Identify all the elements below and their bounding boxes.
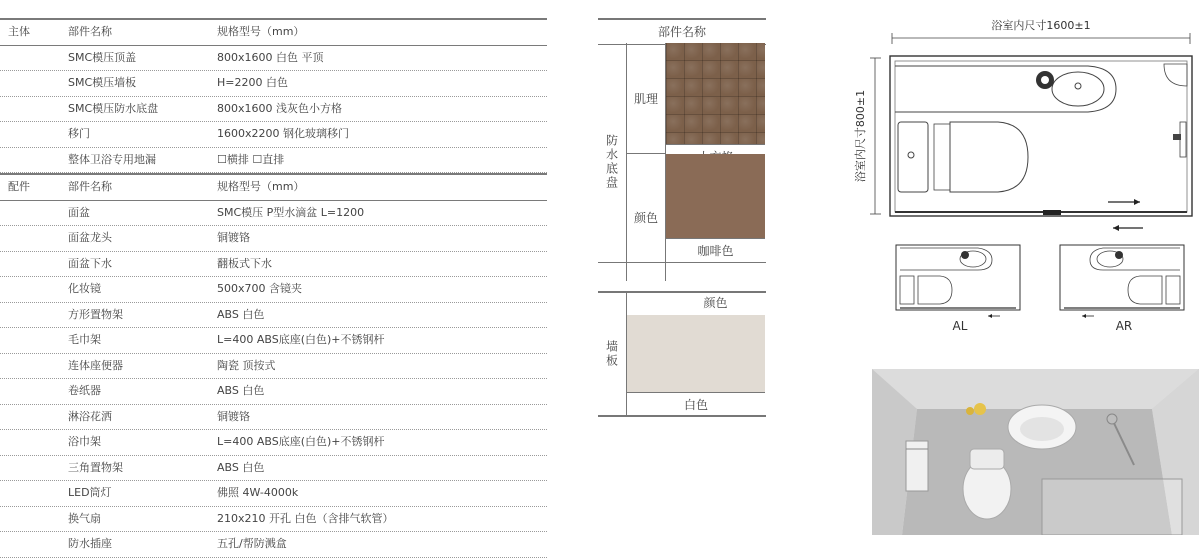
wall-color-label: 颜色 [703, 296, 728, 310]
part-name: 淋浴花洒 [68, 409, 112, 423]
part-spec: ABS 白色 [217, 384, 265, 397]
part-name: 防水插座 [68, 537, 112, 550]
materials-table [598, 18, 766, 416]
part-spec: 翻板式下水 [217, 256, 272, 270]
part-name: 移门 [68, 127, 90, 140]
table-row [0, 122, 547, 148]
plan-variant-al [896, 245, 1020, 333]
table-row [0, 303, 547, 329]
table-row [0, 430, 547, 456]
part-spec: SMC模压 P型水滴盆 L=1200 [217, 205, 365, 219]
main-plan [890, 56, 1192, 231]
part-name: 面盆龙头 [68, 231, 112, 244]
floor-plan [848, 14, 1200, 334]
part-spec: 五孔/帮防溅盒 [217, 537, 287, 550]
part-name: 浴巾架 [68, 435, 101, 448]
tray-label: 防水底盘 [598, 43, 627, 281]
depth-dimension: 浴室内尺寸800±1 [854, 89, 867, 183]
table-row [0, 71, 547, 97]
part-spec: 1600x2200 钢化玻璃移门 [217, 127, 349, 140]
part-spec: ☐横排 ☐直排 [217, 152, 285, 166]
variant-al-label: AL [952, 319, 968, 333]
tray-color-label: 颜色 [627, 154, 666, 281]
part-name: 三角置物架 [68, 460, 123, 474]
part-name: 方形置物架 [68, 307, 123, 321]
part-name: 毛巾架 [68, 333, 101, 346]
spec-table [0, 18, 547, 558]
part-spec: L=400 ABS底座(白色)+不锈钢杆 [217, 333, 385, 346]
part-spec: ABS 白色 [217, 307, 265, 321]
part-spec: L=400 ABS底座(白色)+不锈钢杆 [217, 435, 385, 448]
table-row [0, 405, 547, 431]
tray-texture-swatch [666, 43, 765, 144]
part-spec: 800x1600 白色 平顶 [217, 50, 324, 64]
tray-color-swatch [666, 154, 765, 238]
tray-bottom-rule [598, 262, 766, 263]
table-row [0, 148, 547, 174]
category-label: 配件 [8, 180, 30, 193]
materials-header: 部件名称 [598, 18, 766, 45]
bathroom-render-photo [872, 369, 1199, 535]
column-name-header: 部件名称 [68, 25, 112, 38]
part-name: LED筒灯 [68, 486, 112, 499]
table-row [0, 328, 547, 354]
part-spec: 铜镀铬 [217, 231, 250, 244]
part-spec: 佛照 4W-4000k [217, 486, 299, 499]
table-row [0, 354, 547, 380]
variant-ar-label: AR [1115, 319, 1133, 333]
wall-label: 墙板 [598, 292, 627, 416]
part-name: 整体卫浴专用地漏 [68, 152, 156, 166]
part-name: 连体座便器 [68, 358, 123, 372]
table-row [0, 456, 547, 482]
table-row [0, 507, 547, 533]
column-spec-header: 规格型号（mm） [217, 25, 305, 38]
part-name: 化妆镜 [68, 282, 101, 295]
part-spec: H=2200 白色 [217, 76, 288, 89]
part-spec: ABS 白色 [217, 460, 265, 474]
wall-bottom-rule [598, 415, 766, 417]
table-row [0, 201, 547, 227]
table-row [0, 97, 547, 123]
table-row [0, 226, 547, 252]
wall-color-name: 白色 [627, 392, 765, 417]
part-spec: 铜镀铬 [217, 409, 250, 423]
accessories-header-row [0, 173, 547, 201]
table-row [0, 277, 547, 303]
table-row [0, 379, 547, 405]
main-header-row [0, 18, 547, 46]
part-name: 换气扇 [68, 511, 101, 525]
wall-color-swatch [627, 315, 765, 392]
part-spec: 500x700 含镜夹 [217, 282, 302, 295]
part-spec: 陶瓷 顶按式 [217, 358, 276, 372]
tray-color-name: 咖啡色 [666, 238, 765, 263]
part-name: 卷纸器 [68, 384, 101, 397]
part-spec: 800x1600 浅灰色小方格 [217, 101, 342, 115]
plan-variant-ar [1060, 245, 1184, 333]
table-row [0, 252, 547, 278]
column-spec-header: 规格型号（mm） [217, 180, 305, 193]
part-spec: 210x210 开孔 白色（含排气软管） [217, 511, 394, 525]
tray-texture-label: 肌理 [627, 43, 666, 153]
column-name-header: 部件名称 [68, 180, 112, 193]
width-dimension: 浴室内尺寸1600±1 [991, 19, 1091, 32]
part-name: SMC模压顶盖 [68, 50, 137, 64]
category-label: 主体 [8, 25, 30, 38]
part-name: SMC模压防水底盘 [68, 101, 159, 115]
table-row [0, 481, 547, 507]
part-name: SMC模压墙板 [68, 76, 137, 89]
table-row [0, 532, 547, 558]
part-name: 面盆 [68, 205, 90, 219]
table-row [0, 46, 547, 72]
part-name: 面盆下水 [68, 256, 112, 270]
